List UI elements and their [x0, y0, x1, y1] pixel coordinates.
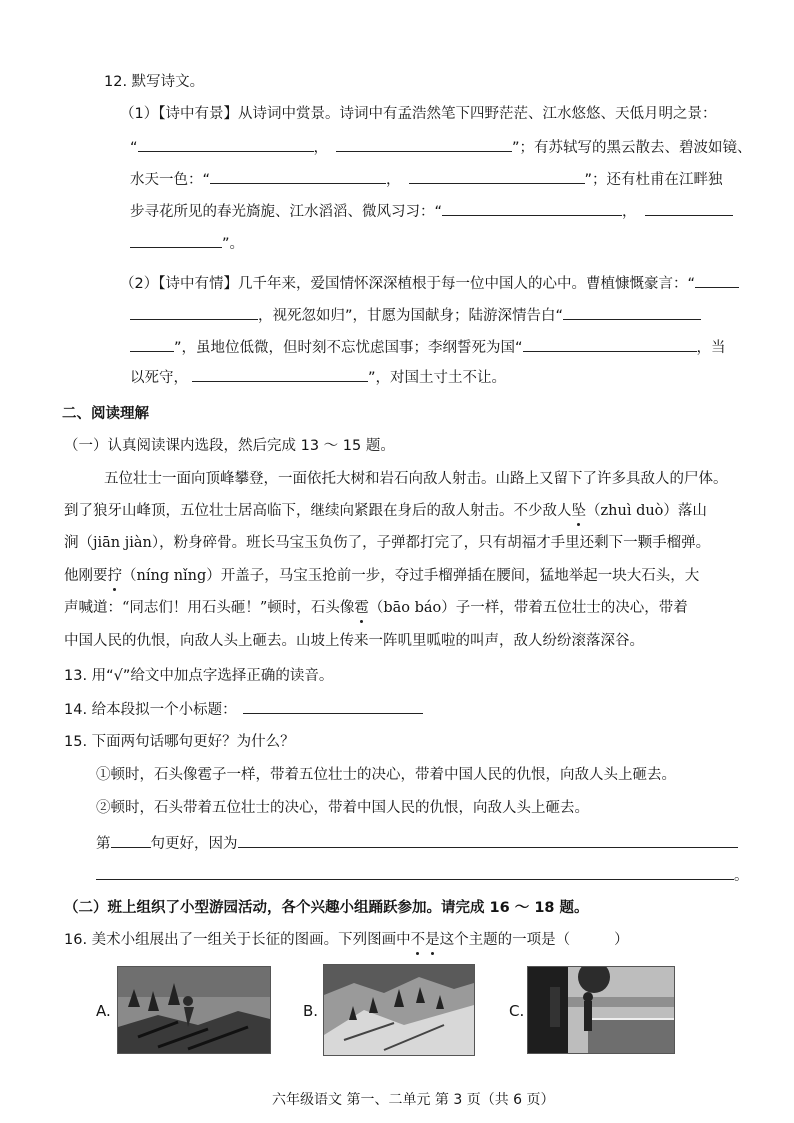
- photo-leader-with-flag-icon: [528, 967, 674, 1053]
- answer-blank[interactable]: [695, 272, 739, 288]
- passage-line: 涧（jiān jiàn），粉身碎骨。班长马宝玉负伤了，子弹都打完了，只有胡福才手里还剩下一颗手榴弹。: [64, 535, 711, 551]
- answer-blank[interactable]: [442, 200, 622, 216]
- passage-line: 中国人民的仇恨，向敌人头上砸去。山坡上传来一阵叽里呱啦的叫声，敌人纷纷滚落深谷。: [64, 633, 644, 649]
- dotted-char: 坠: [571, 503, 586, 519]
- passage-line: 到了狼牙山峰顶，五位壮士居高临下，继续向紧跟在身后的敌人射击。不少敌人坠（zhuì duò）落山: [64, 503, 707, 519]
- sentence-1: ①顿时，石头像雹子一样，带着五位壮士的决心，带着中国人民的仇恨，向敌人头上砸去。: [96, 767, 676, 783]
- option-b-image[interactable]: [323, 964, 475, 1056]
- section-title: 二、阅读理解: [62, 406, 149, 422]
- q15-answer-line: 第 句更好，因为: [96, 832, 738, 854]
- answer-blank[interactable]: [192, 366, 368, 382]
- dotted-char: 拧: [107, 568, 122, 584]
- passage-line: 他刚要拧（níng nǐng）开盖子，马宝玉抢前一步，夺过手榴弹插在腰间，猛地举起一块大石头，大: [64, 568, 700, 584]
- q16: 16. 美术小组展出了一组关于长征的图画。下列图画中不是这个主题的一项是（ ）: [64, 932, 629, 948]
- q12-p1-line4: 步寻花所见的春光旖旎、江水滔滔、微风习习：“ ，: [130, 200, 733, 222]
- answer-blank[interactable]: [130, 232, 222, 248]
- answer-blank[interactable]: [523, 336, 697, 352]
- q15: 15. 下面两句话哪句更好？为什么？: [64, 734, 295, 750]
- answer-blank[interactable]: [96, 864, 734, 880]
- q12-p1-line2: “ ， ”；有苏轼写的黑云散去、碧波如镜、: [130, 136, 752, 158]
- q14: 14. 给本段拟一个小标题：: [64, 698, 423, 720]
- dotted-char: 雹: [354, 600, 369, 616]
- q12-p2-line1: （2）【诗中有情】几千年来，爱国情怀深深植根于每一位中国人的心中。曹植慷慨豪言：“: [120, 272, 739, 294]
- q12-p1-line3: 水天一色：“ ， ”；还有杜甫在江畔独: [130, 168, 723, 190]
- q12-p1-line1: （1）【诗中有景】从诗词中赏景。诗词中有孟浩然笔下四野茫茫、江水悠悠、天低月明之景：: [120, 106, 717, 122]
- answer-blank[interactable]: [238, 832, 738, 848]
- part2-intro: （二）班上组织了小型游园活动，各个兴趣小组踊跃参加。请完成 16 ～ 18 题。: [64, 900, 589, 916]
- option-a-label: A.: [96, 1002, 111, 1020]
- answer-blank[interactable]: [130, 304, 258, 320]
- q12-p2-line2: ，视死忽如归”，甘愿为国献身；陆游深情告白“: [130, 304, 701, 326]
- answer-blank[interactable]: [130, 336, 174, 352]
- answer-blank[interactable]: [645, 200, 733, 216]
- q12-p2-line3: ”，虽地位低微，但时刻不忘忧虑国事；李纲誓死为国“ ，当: [130, 336, 726, 358]
- q13: 13. 用“√”给文中加点字选择正确的读音。: [64, 668, 334, 684]
- dotted-char: 不: [410, 932, 426, 948]
- answer-blank[interactable]: [336, 136, 512, 152]
- dotted-char: 是: [425, 932, 440, 948]
- answer-blank[interactable]: [138, 136, 314, 152]
- q12-p2-line4: 以死守， ”，对国土寸土不让。: [130, 366, 506, 388]
- q12-title: 12. 默写诗文。: [104, 74, 205, 90]
- option-c-image[interactable]: [527, 966, 675, 1054]
- q12-p1-line5: ”。: [130, 232, 244, 254]
- option-a-image[interactable]: [117, 966, 271, 1054]
- passage-line: 声喊道：“同志们！用石头砸！”顿时，石头像雹（bāo báo）子一样，带着五位壮士的决心，带着: [64, 600, 688, 616]
- painting-snow-mountain-march-icon: [324, 965, 474, 1055]
- passage-line: 五位壮士一面向顶峰攀登，一面依托大树和岩石向敌人射击。山路上又留下了许多具敌人的尸体。: [104, 471, 728, 487]
- sentence-2: ②顿时，石头带着五位壮士的决心，带着中国人民的仇恨，向敌人头上砸去。: [96, 800, 589, 816]
- option-c-label: C.: [509, 1002, 525, 1020]
- part1-intro: （一）认真阅读课内选段，然后完成 13 ～ 15 题。: [64, 438, 395, 454]
- answer-blank[interactable]: [409, 168, 585, 184]
- answer-blank[interactable]: [111, 832, 151, 848]
- q15-answer-line2: 。: [96, 864, 749, 886]
- answer-blank[interactable]: [243, 698, 423, 714]
- painting-soldiers-crossing-icon: [118, 967, 270, 1053]
- page-footer: 六年级语文 第一、二单元 第 3 页（共 6 页）: [272, 1092, 555, 1108]
- answer-blank[interactable]: [563, 304, 701, 320]
- option-b-label: B.: [303, 1002, 319, 1020]
- answer-blank[interactable]: [210, 168, 386, 184]
